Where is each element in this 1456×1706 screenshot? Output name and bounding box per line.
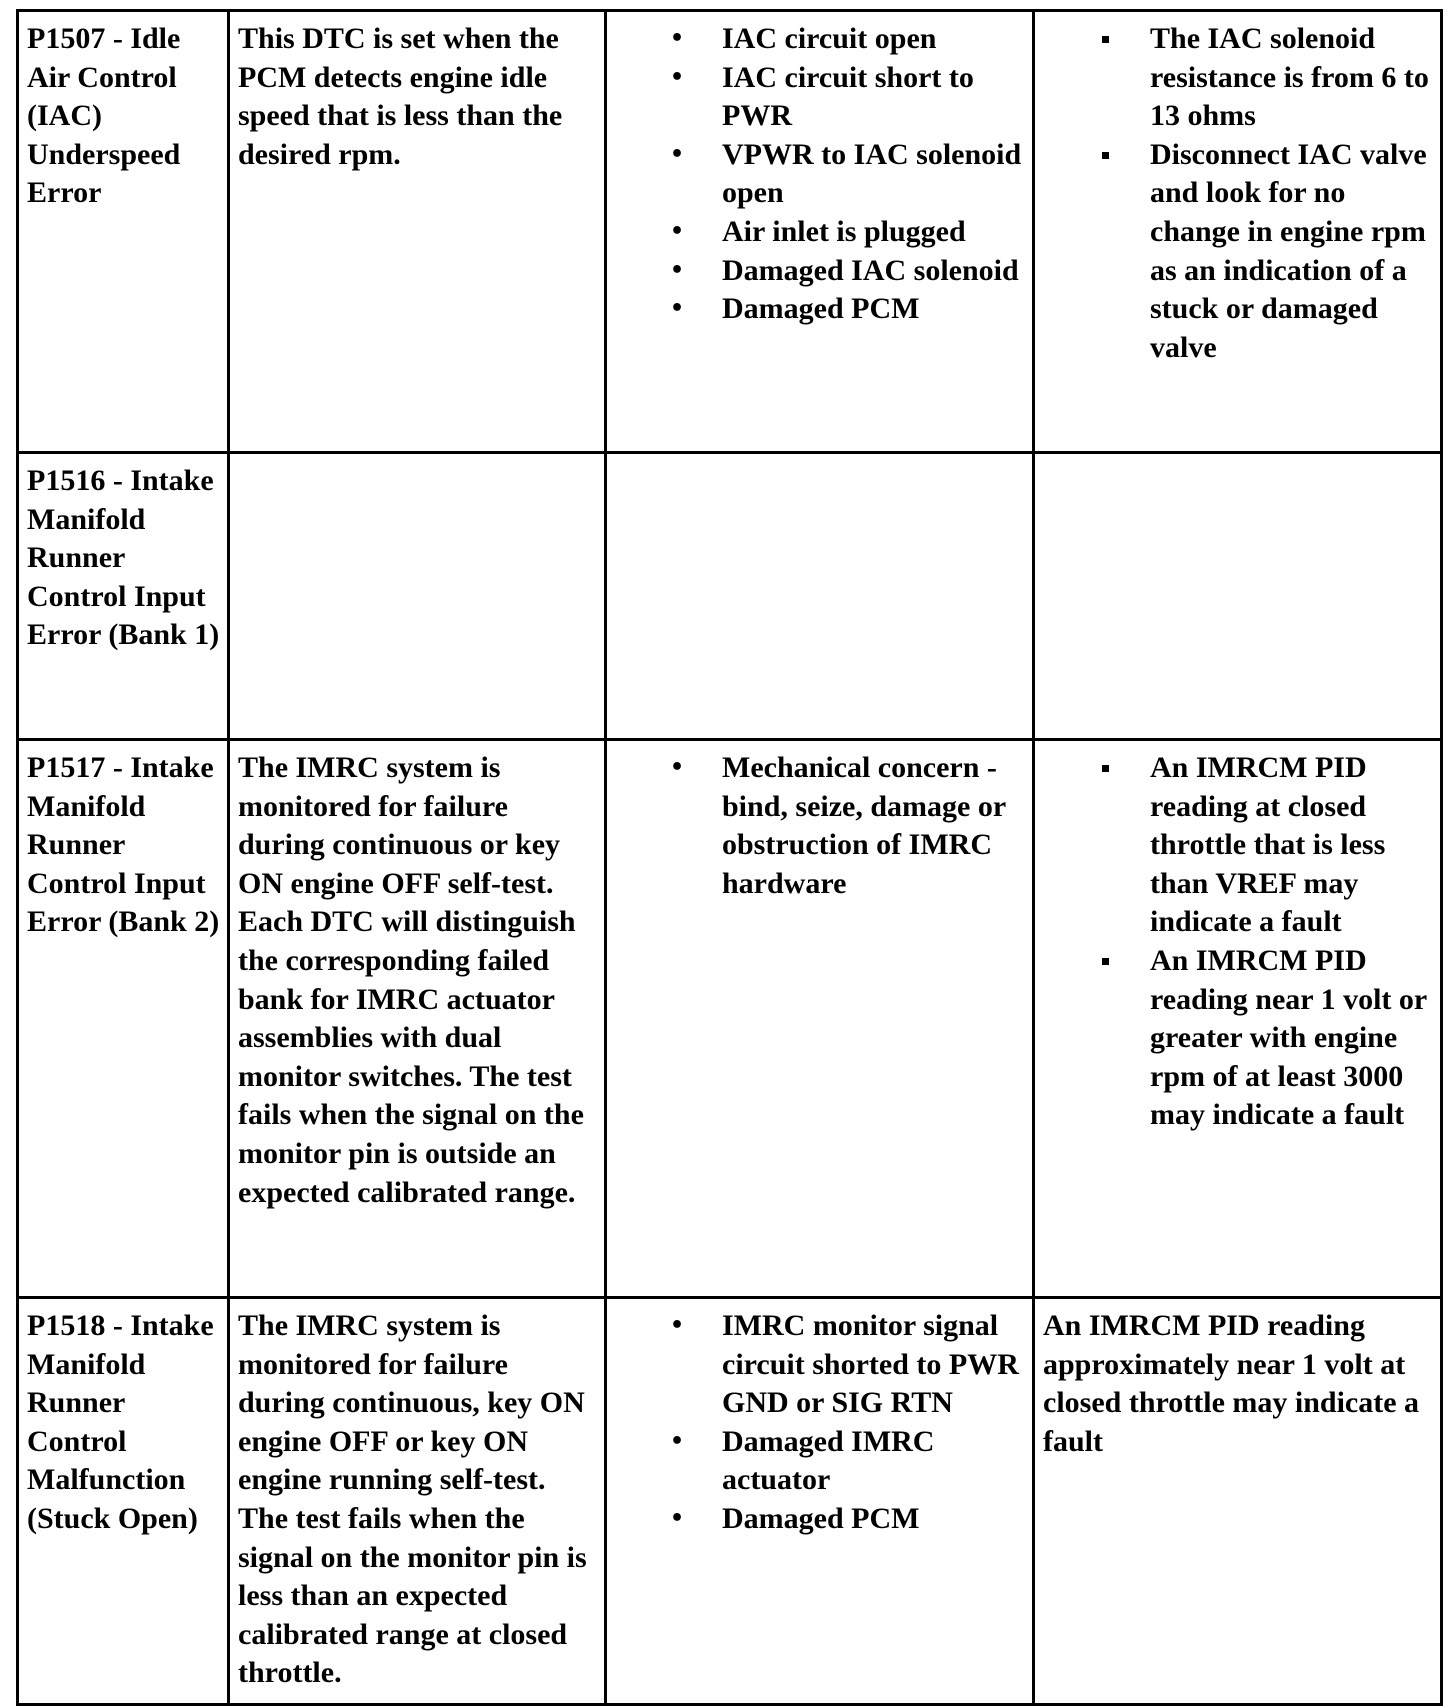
table-row — [18, 453, 1442, 740]
causes-list — [615, 749, 1028, 903]
causes-list — [615, 1307, 1028, 1539]
causes-list — [615, 20, 1028, 329]
list-item: The IAC solenoid resistance is from 6 to 13 ohms — [1043, 20, 1436, 136]
actions-list — [1043, 749, 1436, 1135]
list-item: An IMRCM PID reading near 1 volt or greater with engine rpm of at least 3000 may indicate a fault — [1043, 942, 1436, 1135]
actions-list — [1043, 20, 1436, 367]
dtc-code-cell: P1516 - Intake Manifold Runner Control Input Error (Bank 1) — [18, 453, 229, 740]
list-item: • VPWR to IAC solenoid open — [615, 136, 1028, 213]
list-item: • Air inlet is plugged — [615, 213, 1028, 252]
list-item: • Damaged IMRC actuator — [615, 1423, 1028, 1500]
table-row — [18, 11, 1442, 453]
diagnostic-aids-cell — [1034, 740, 1442, 1298]
possible-causes-cell — [606, 740, 1034, 1298]
dtc-table — [16, 9, 1443, 1706]
diagnostic-aids-cell — [1034, 11, 1442, 453]
possible-causes-cell — [606, 11, 1034, 453]
dtc-description-cell — [229, 453, 606, 740]
list-item: • Damaged IAC solenoid — [615, 252, 1028, 291]
list-item: • Mechanical concern - bind, seize, damage or obstruction of IMRC hardware — [615, 749, 1028, 903]
possible-causes-cell — [606, 453, 1034, 740]
dtc-code-cell: P1518 - Intake Manifold Runner Control Malfunction (Stuck Open) — [18, 1298, 229, 1705]
list-item: • IAC circuit short to PWR — [615, 59, 1028, 136]
dtc-description-cell: This DTC is set when the PCM detects engine idle speed that is less than the desired rpm. — [229, 11, 606, 453]
list-item: • Damaged PCM — [615, 1500, 1028, 1539]
list-item: • IAC circuit open — [615, 20, 1028, 59]
list-item: An IMRCM PID reading at closed throttle that is less than VREF may indicate a fault — [1043, 749, 1436, 942]
possible-causes-cell — [606, 1298, 1034, 1705]
list-item: • Damaged PCM — [615, 290, 1028, 329]
list-item: • IMRC monitor signal circuit shorted to PWR GND or SIG RTN — [615, 1307, 1028, 1423]
dtc-code-cell: P1517 - Intake Manifold Runner Control Input Error (Bank 2) — [18, 740, 229, 1298]
dtc-description-cell: The IMRC system is monitored for failure during continuous or key ON engine OFF self-test. Each DTC will distinguish the corresponding failed bank for IMRC actuator assemblies with dual monitor switches. The test fails when the signal on the monitor pin is outside an expected calibrated range. — [229, 740, 606, 1298]
list-item: Disconnect IAC valve and look for no change in engine rpm as an indication of a stuck or damaged valve — [1043, 136, 1436, 368]
dtc-description-cell: The IMRC system is monitored for failure during continuous, key ON engine OFF or key ON engine running self-test. The test fails when the signal on the monitor pin is less than an expected calibrated range at closed throttle. — [229, 1298, 606, 1705]
diagnostic-aids-cell: An IMRCM PID reading approximately near 1 volt at closed throttle may indicate a fault — [1034, 1298, 1442, 1705]
diagnostic-aids-cell — [1034, 453, 1442, 740]
dtc-code-cell: P1507 - Idle Air Control (IAC) Underspeed Error — [18, 11, 229, 453]
table-row — [18, 1298, 1442, 1705]
table-row — [18, 740, 1442, 1298]
